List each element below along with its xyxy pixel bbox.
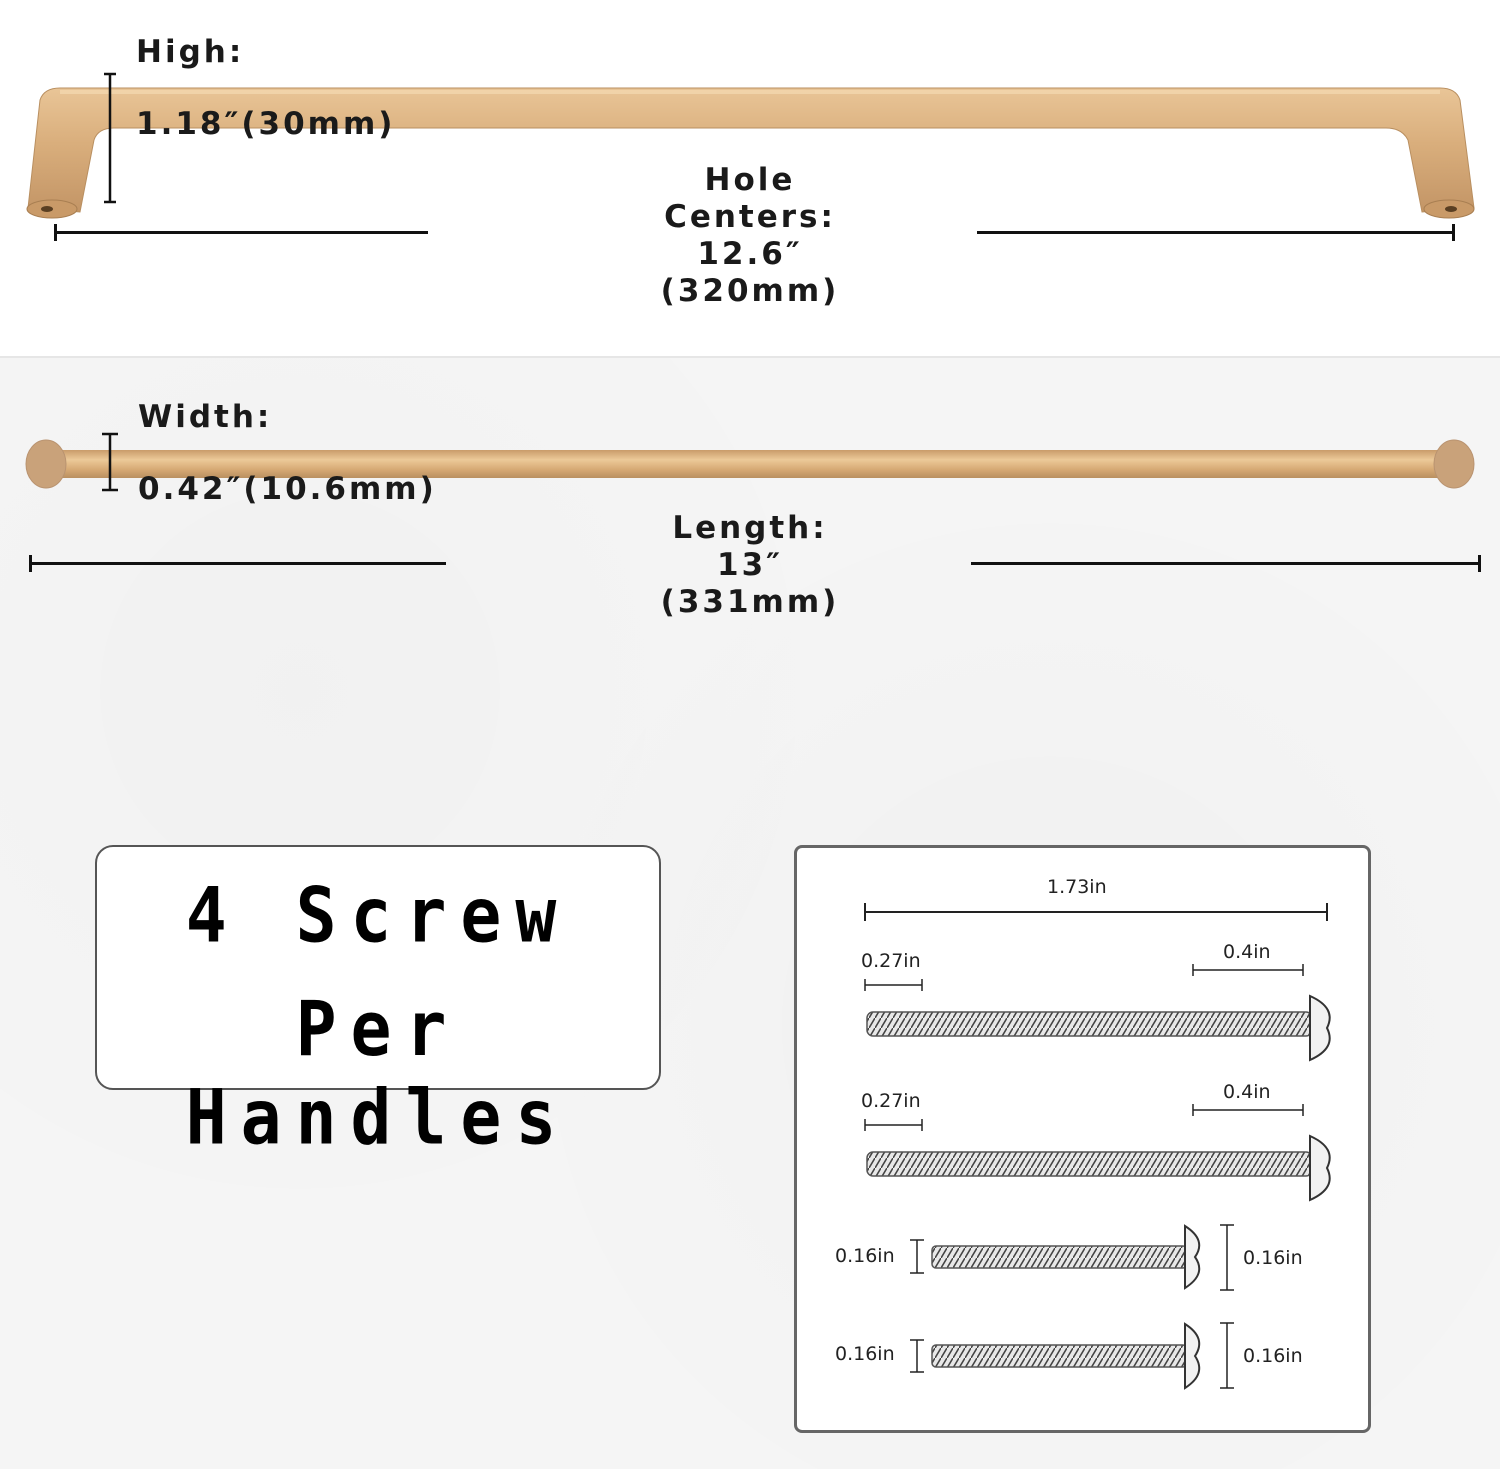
short-screw-1-left-label: 0.16in xyxy=(835,1245,895,1267)
width-title: Width: xyxy=(138,399,273,435)
screw-spec-diagram xyxy=(794,845,1371,1433)
height-title: High: xyxy=(136,34,245,70)
long-screw-1-head-label: 0.4in xyxy=(1223,941,1271,963)
hole-centers-line-left xyxy=(55,231,428,234)
short-screw-2-right-label: 0.16in xyxy=(1243,1345,1303,1367)
width-label xyxy=(138,363,437,543)
hole-centers-line-right xyxy=(977,231,1454,234)
short-screw-2-left-label: 0.16in xyxy=(835,1343,895,1365)
screw-count-line-2: Per Handles xyxy=(185,985,571,1163)
width-value: 0.42″(10.6mm) xyxy=(138,471,437,507)
bar-end-left xyxy=(26,440,66,488)
long-screw-2-head-label: 0.4in xyxy=(1223,1081,1271,1103)
short-screw-2 xyxy=(910,1323,1234,1388)
hole-centers-tick-right xyxy=(1452,224,1455,241)
length-tick-right xyxy=(1478,555,1481,572)
hole-centers-tick-left xyxy=(54,224,57,241)
short-screw-1 xyxy=(910,1225,1234,1290)
total-length-label: 1.73in xyxy=(1047,876,1107,898)
long-screw-1-tip-label: 0.27in xyxy=(861,950,921,972)
height-value: 1.18″(30mm) xyxy=(136,106,396,142)
long-screw-2 xyxy=(865,1104,1330,1200)
height-label xyxy=(136,0,395,178)
bar-end-right xyxy=(1434,440,1474,488)
length-line-left xyxy=(30,562,446,565)
length-label: Length: 13″ (331mm) xyxy=(660,510,840,620)
length-tick-left xyxy=(29,555,32,572)
hole-centers-label: Hole Centers: 12.6″ (320mm) xyxy=(660,162,840,309)
long-screw-2-tip-label: 0.27in xyxy=(861,1090,921,1112)
length-line-right xyxy=(971,562,1481,565)
long-screw-1 xyxy=(865,964,1330,1060)
screw-count-line-1: 4 Screw xyxy=(185,872,571,961)
screw-count-callout xyxy=(95,845,661,1163)
short-screw-1-right-label: 0.16in xyxy=(1243,1247,1303,1269)
